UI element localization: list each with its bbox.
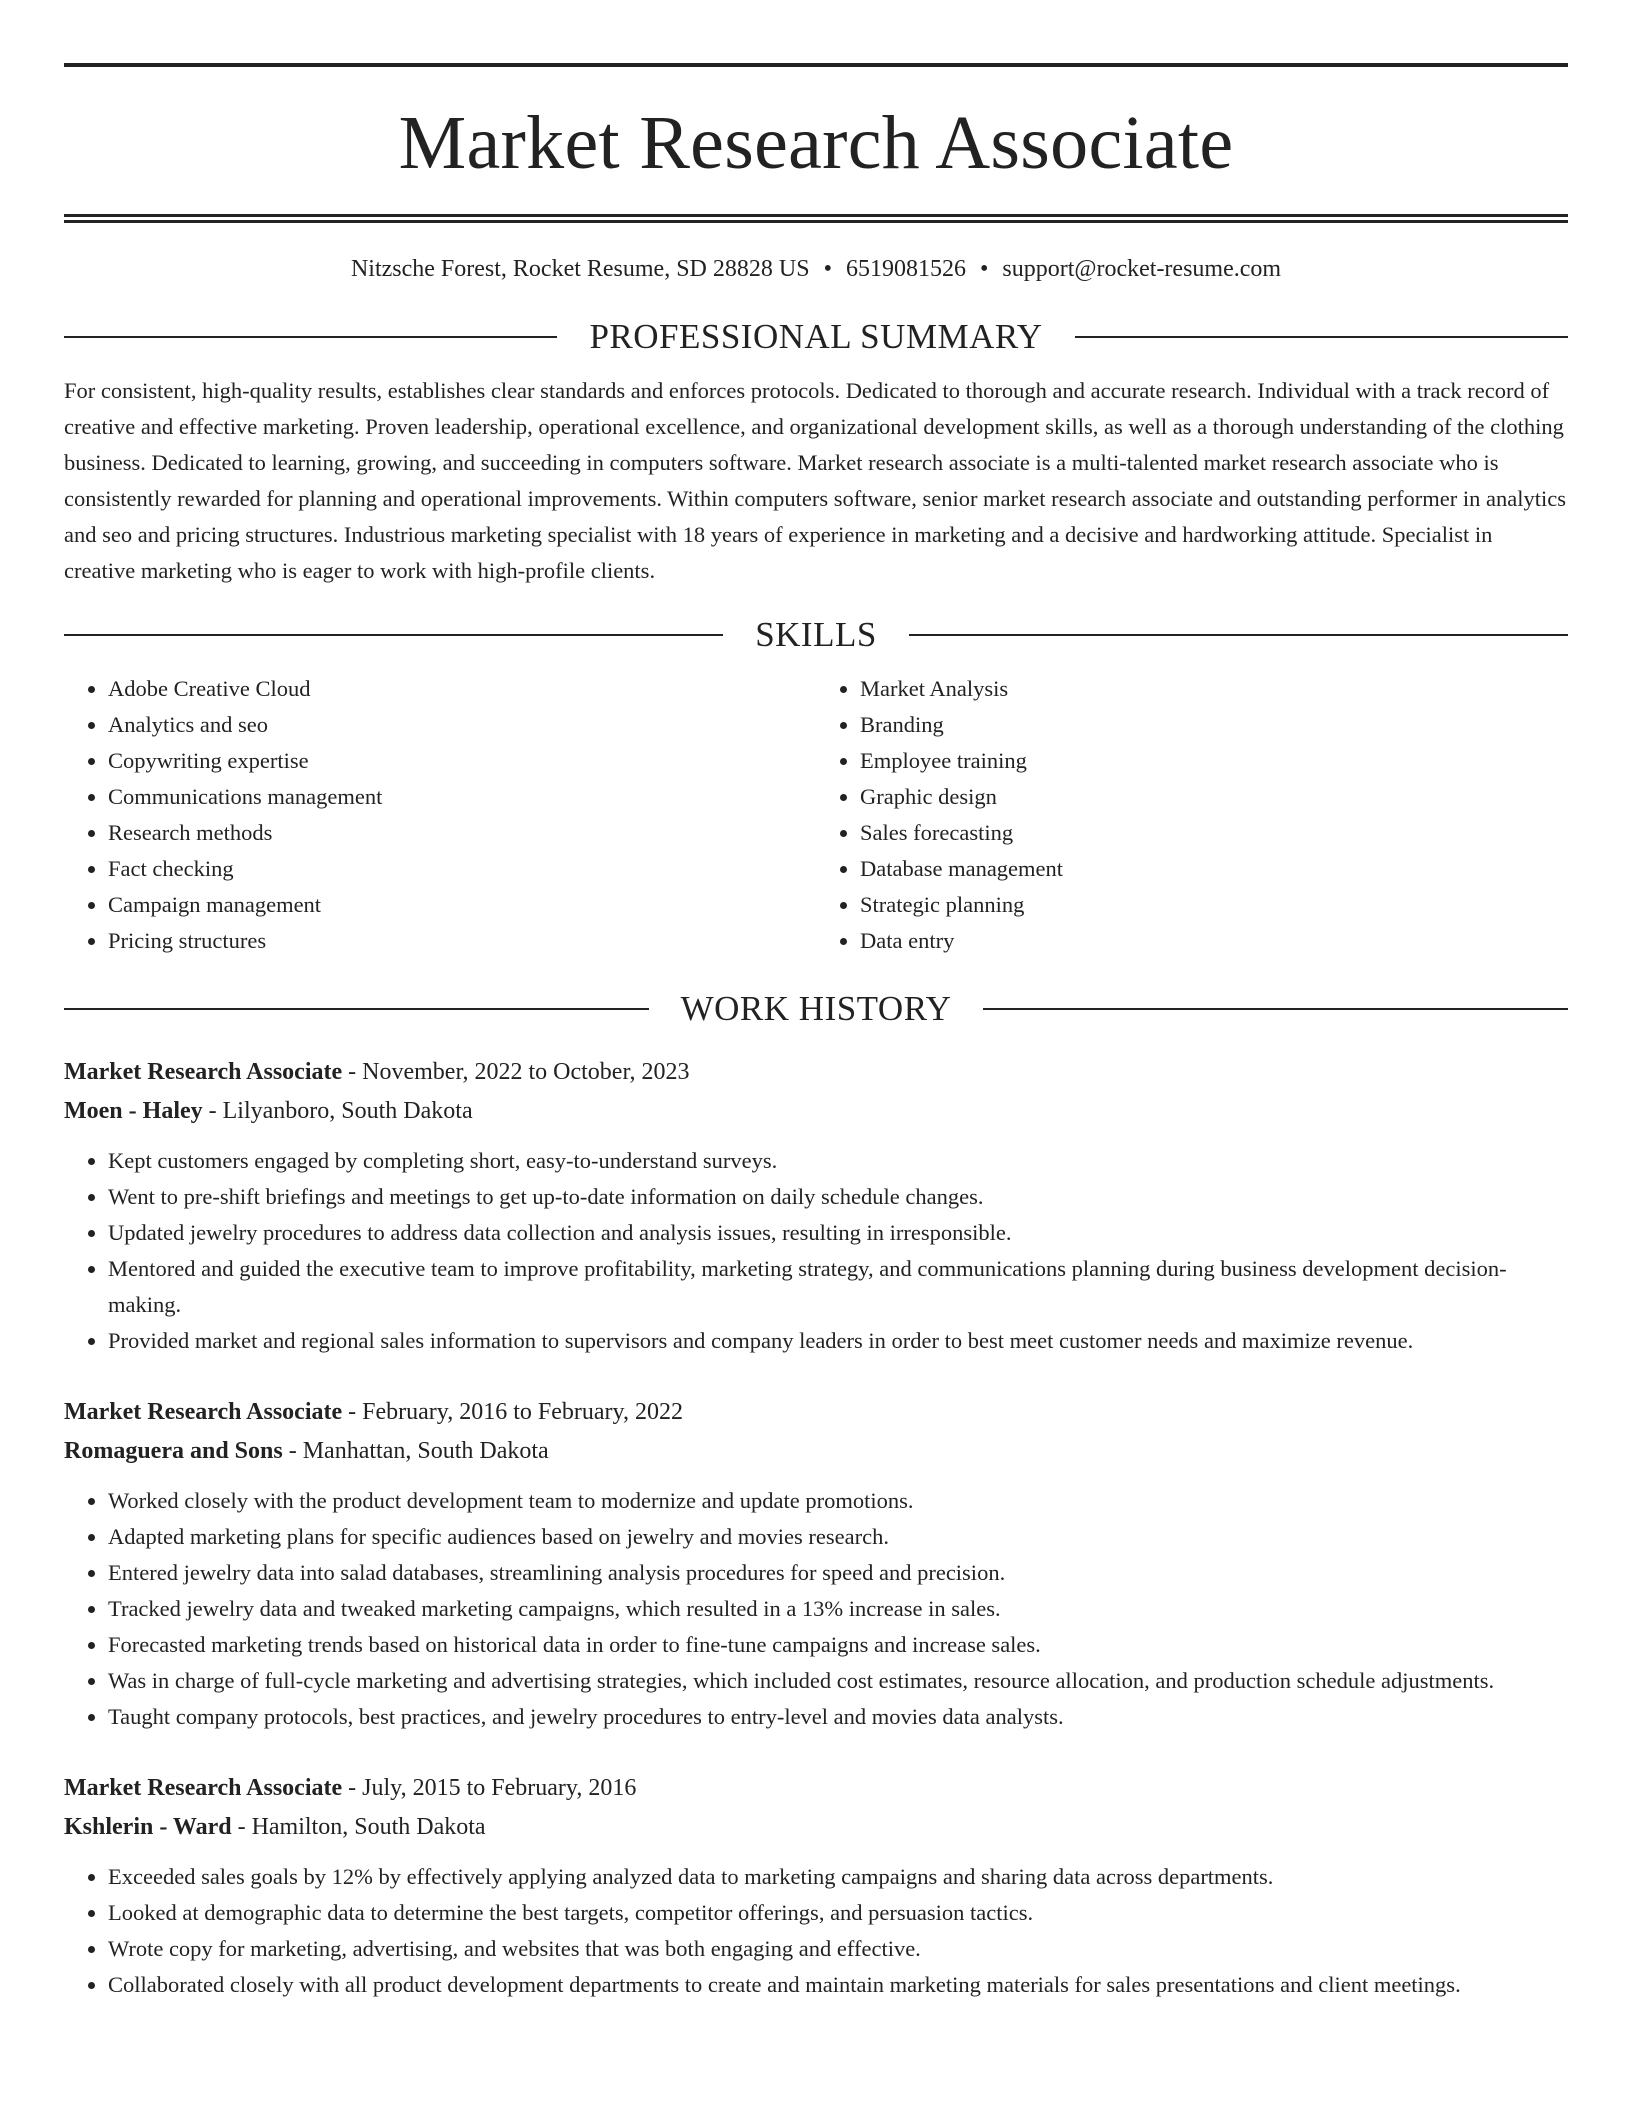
heading-rule (909, 634, 1568, 636)
job-dates: - November, 2022 to October, 2023 (342, 1059, 690, 1085)
skill-item: • Adobe Creative Cloud (108, 671, 816, 707)
skills-list-right (816, 671, 1568, 959)
skill-item: • Campaign management (108, 887, 816, 923)
skill-item: • Sales forecasting (860, 815, 1568, 851)
job-bullets (64, 1483, 1568, 1735)
job-role: Market Research Associate (64, 1059, 343, 1085)
skill-item: • Fact checking (108, 851, 816, 887)
job-location: - Lilyanboro, South Dakota (202, 1098, 473, 1124)
job-company: Moen - Haley (64, 1098, 203, 1124)
job-bullet: • Entered jewelry data into salad databases, streamlining analysis procedures for speed and precision. (108, 1555, 1568, 1591)
skill-item: • Analytics and seo (108, 707, 816, 743)
skill-item: • Branding (860, 707, 1568, 743)
heading-rule (64, 1008, 649, 1010)
job-bullet: • Exceeded sales goals by 12% by effectively applying analyzed data to marketing campaigns and sharing data across departments. (108, 1859, 1568, 1895)
job-company-line (64, 1808, 1568, 1847)
job-entry (64, 1769, 1568, 2003)
skill-item: • Research methods (108, 815, 816, 851)
summary-text: For consistent, high-quality results, establishes clear standards and enforces protocols. Dedicated to thorough and accurate research. Individual with a track record of creative and effective marketing. Proven leadership, operational excellence, and organizational development skills, as well as a thorough understanding of the clothing business. Dedicated to learning, growing, and succeeding in computers software. Market research associate is a multi-talented market research associate who is consistently rewarded for planning and operational improvements. Within computers software, senior market research associate and outstanding performer in analytics and seo and pricing structures. Industrious marketing specialist with 18 years of experience in marketing and a decisive and hardworking attitude. Specialist in creative marketing who is eager to work with high-profile clients. (64, 378, 1566, 583)
contact-phone: 6519081526 (845, 256, 966, 282)
job-role-line (64, 1053, 1568, 1092)
job-company-line (64, 1092, 1568, 1131)
heading-rule (64, 336, 557, 338)
double-rule (64, 214, 1568, 223)
skill-item: • Pricing structures (108, 923, 816, 959)
skills-heading (64, 615, 1568, 655)
job-company: Kshlerin - Ward (64, 1814, 232, 1840)
job-dates: - February, 2016 to February, 2022 (342, 1399, 683, 1425)
job-bullet: • Updated jewelry procedures to address data collection and analysis issues, resulting in irresponsible. (108, 1215, 1568, 1251)
skill-item: • Graphic design (860, 779, 1568, 815)
heading-rule (983, 1008, 1568, 1010)
skills-title: SKILLS (755, 615, 877, 654)
skills-list-left (64, 671, 816, 959)
job-bullet: • Adapted marketing plans for specific audiences based on jewelry and movies research. (108, 1519, 1568, 1555)
resume-title: Market Research Associate (398, 101, 1234, 185)
skill-item: • Data entry (860, 923, 1568, 959)
job-role-line (64, 1393, 1568, 1432)
contact-separator: • (823, 256, 832, 282)
job-dates: - July, 2015 to February, 2016 (342, 1775, 637, 1801)
job-bullet: • Collaborated closely with all product development departments to create and maintain marketing materials for sales presentations and client meetings. (108, 1967, 1568, 2003)
skill-item: • Market Analysis (860, 671, 1568, 707)
job-bullet: • Tracked jewelry data and tweaked marketing campaigns, which resulted in a 13% increase in sales. (108, 1591, 1568, 1627)
skills-columns (64, 671, 1568, 959)
job-bullets (64, 1143, 1568, 1359)
skill-item: • Strategic planning (860, 887, 1568, 923)
job-entry (64, 1393, 1568, 1735)
skill-item: • Communications management (108, 779, 816, 815)
job-bullet: • Looked at demographic data to determine the best targets, competitor offerings, and persuasion tactics. (108, 1895, 1568, 1931)
job-location: - Hamilton, South Dakota (231, 1814, 486, 1840)
job-bullets (64, 1859, 1568, 2003)
contact-separator: • (979, 256, 989, 282)
job-bullet: • Worked closely with the product development team to modernize and update promotions. (108, 1483, 1568, 1519)
job-location: - Manhattan, South Dakota (282, 1438, 549, 1464)
job-bullet: • Forecasted marketing trends based on historical data in order to fine-tune campaigns and increase sales. (108, 1627, 1568, 1663)
resume-page (64, 0, 1568, 2003)
job-company-line (64, 1432, 1568, 1471)
contact-address: Nitzsche Forest, Rocket Resume, SD 28828 US (350, 256, 810, 282)
job-role: Market Research Associate (64, 1775, 343, 1801)
job-role: Market Research Associate (64, 1399, 343, 1425)
work-title: WORK HISTORY (680, 989, 952, 1028)
contact-line (64, 254, 1568, 284)
job-entry (64, 1053, 1568, 1359)
summary-heading (64, 317, 1568, 357)
skill-item: • Copywriting expertise (108, 743, 816, 779)
heading-rule (1075, 336, 1568, 338)
skill-item: • Employee training (860, 743, 1568, 779)
work-heading (64, 989, 1568, 1029)
job-bullet: • Kept customers engaged by completing short, easy-to-understand surveys. (108, 1143, 1568, 1179)
job-bullet: • Provided market and regional sales information to supervisors and company leaders in order to best meet customer needs and maximize revenue. (108, 1323, 1568, 1359)
job-role-line (64, 1769, 1568, 1808)
skill-item: • Database management (860, 851, 1568, 887)
top-rule (64, 63, 1568, 67)
summary-title: PROFESSIONAL SUMMARY (589, 317, 1043, 356)
job-company: Romaguera and Sons (64, 1438, 283, 1464)
job-bullet: • Was in charge of full-cycle marketing and advertising strategies, which included cost estimates, resource allocation, and production schedule adjustments. (108, 1663, 1568, 1699)
job-bullet: • Wrote copy for marketing, advertising, and websites that was both engaging and effective. (108, 1931, 1568, 1967)
job-bullet: • Taught company protocols, best practices, and jewelry procedures to entry-level and movies data analysts. (108, 1699, 1568, 1735)
heading-rule (64, 634, 723, 636)
job-bullet: • Mentored and guided the executive team to improve profitability, marketing strategy, and communications planning during business development decision-making. (108, 1251, 1568, 1323)
contact-email[interactable]: support@rocket-resume.com (1002, 256, 1282, 282)
job-bullet: • Went to pre-shift briefings and meetings to get up-to-date information on daily schedule changes. (108, 1179, 1568, 1215)
